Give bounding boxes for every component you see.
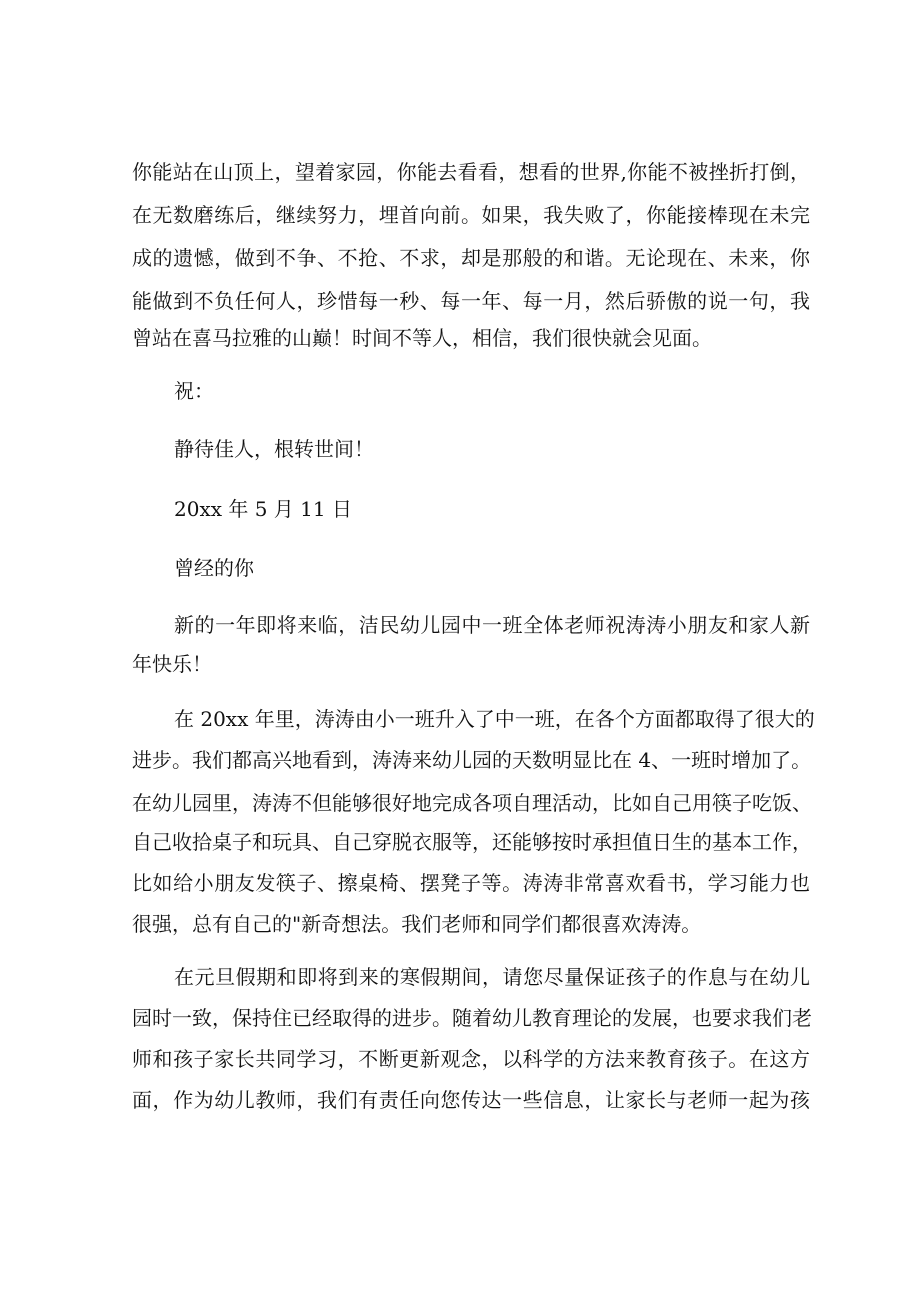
paragraph-1-line-1: 你能站在山顶上，望着家园，你能去看看，想看的世界,你能不被挫折打倒， [132,160,810,184]
paragraph-4-line-3: 师和孩子家长共同学习，不断更新观念，以科学的方法来教育孩子。在这方 [132,1047,810,1071]
paragraph-1-line-4: 能做到不负任何人，珍惜每一秒、每一年、每一月，然后骄傲的说一句，我 [132,289,810,313]
paragraph-1-line-3: 成的遗憾，做到不争、不抢、不求，却是那般的和谐。无论现在、未来，你 [132,246,810,270]
blessing-label: 祝： [174,379,214,403]
paragraph-4-line-1: 在元旦假期和即将到来的寒假期间，请您尽量保证孩子的作息与在幼儿 [174,965,810,989]
blessing-text: 静待佳人，根转世间！ [174,437,374,461]
letter-date: 20xx 年 5 月 11 日 [174,497,352,521]
paragraph-3-line-6: 很强，总有自己的"新奇想法。我们老师和同学们都很喜欢涛涛。 [132,912,702,936]
paragraph-3-line-2: 进步。我们都高兴地看到，涛涛来幼儿园的天数明显比在 4、一班时增加了。 [132,748,812,772]
paragraph-3-line-3: 在幼儿园里，涛涛不但能够很好地完成各项自理活动，比如自己用筷子吃饭、 [132,791,812,815]
paragraph-4-line-2: 园时一致，保持住已经取得的进步。随着幼儿教育理论的发展，也要求我们老 [132,1006,812,1030]
letter-body [132,0,815,1301]
paragraph-3-line-5: 比如给小朋友发筷子、擦桌椅、摆凳子等。涛涛非常喜欢看书，学习能力也 [132,871,810,895]
paragraph-3-line-1: 在 20xx 年里，涛涛由小一班升入了中一班，在各个方面都取得了很大的 [174,707,815,731]
paragraph-1-line-5: 曾站在喜马拉雅的山巅！时间不等人，相信，我们很快就会见面。 [132,326,712,350]
paragraph-4-line-4: 面，作为幼儿教师，我们有责任向您传达一些信息，让家长与老师一起为孩 [132,1088,810,1112]
paragraph-2-line-2: 年快乐！ [132,652,212,676]
paragraph-2-line-1: 新的一年即将来临，洁民幼儿园中一班全体老师祝涛涛小朋友和家人新 [174,613,810,637]
letter-signature: 曾经的你 [174,556,254,580]
paragraph-3-line-4: 自己收拾桌子和玩具、自己穿脱衣服等，还能够按时承担值日生的基本工作， [132,830,812,854]
paragraph-1-line-2: 在无数磨练后，继续努力，埋首向前。如果，我失败了，你能接棒现在未完 [132,203,810,227]
